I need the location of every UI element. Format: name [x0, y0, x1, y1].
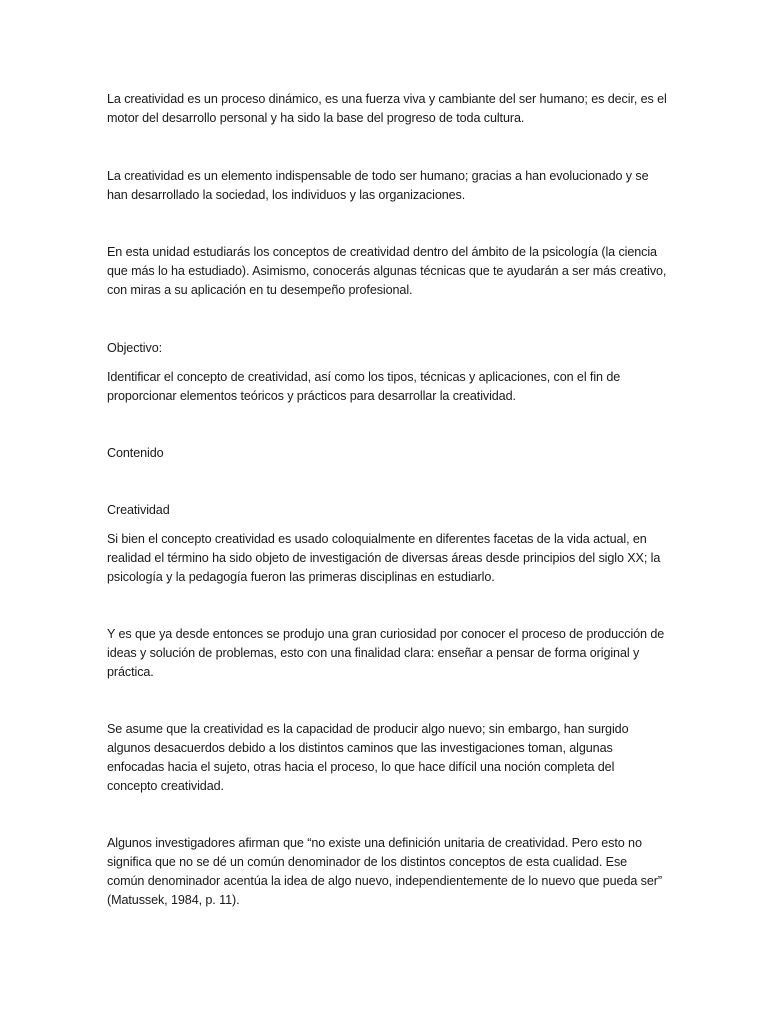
- paragraph-intro: La creatividad es un proceso dinámico, es una fuerza viva y cambiante del ser humano; es decir, es el motor del desarrollo personal y ha sido la base del progreso de toda cultura.: [107, 92, 667, 125]
- content-heading: Contenido: [107, 446, 164, 460]
- paragraph-capacity: Se asume que la creatividad es la capacidad de producir algo nuevo; sin embargo, han surgido algunos desacuerdos debido a los distintos caminos que las investigaciones toman, algunas enfocadas hacia el sujeto, otras hacia el proceso, lo que hace difícil una noción completa del concepto creatividad.: [107, 722, 629, 793]
- paragraph-concept: Si bien el concepto creatividad es usado coloquialmente en diferentes facetas de la vida actual, en realidad el término ha sido objeto de investigación de diversas áreas desde principios del siglo XX; la psicología y la pedagogía fueron las primeras disciplinas en estudiarlo.: [107, 532, 661, 584]
- paragraph-curiosity: Y es que ya desde entonces se produjo una gran curiosidad por conocer el proceso de producción de ideas y solución de problemas, esto con una finalidad clara: enseñar a pensar de forma original y práctica.: [107, 627, 665, 679]
- objective-heading: Objectivo:: [107, 341, 162, 355]
- paragraph-objective: Identificar el concepto de creatividad, así como los tipos, técnicas y aplicaciones, con el fin de proporcionar elementos teóricos y prácticos para desarrollar la creatividad.: [107, 370, 621, 403]
- paragraph-indispensable: La creatividad es un elemento indispensable de todo ser humano; gracias a han evolucionado y se han desarrollado la sociedad, los individuos y las organizaciones.: [107, 169, 649, 202]
- creativity-heading: Creatividad: [107, 503, 170, 517]
- paragraph-unit: En esta unidad estudiarás los conceptos de creatividad dentro del ámbito de la psicología (la ciencia que más lo ha estudiado). Asimismo, conocerás algunas técnicas que te ayudarán a ser más creativo, con miras a su aplicación en tu desempeño profesional.: [107, 245, 667, 297]
- paragraph-quote: Algunos investigadores afirman que “no existe una definición unitaria de creatividad. Pero esto no significa que no se dé un común denominador de los distintos conceptos de esta cualidad. Ese común denominador acentúa la idea de algo nuevo, independientemente de lo nuevo que pueda ser” (Matussek, 1984, p. 11).: [107, 836, 662, 907]
